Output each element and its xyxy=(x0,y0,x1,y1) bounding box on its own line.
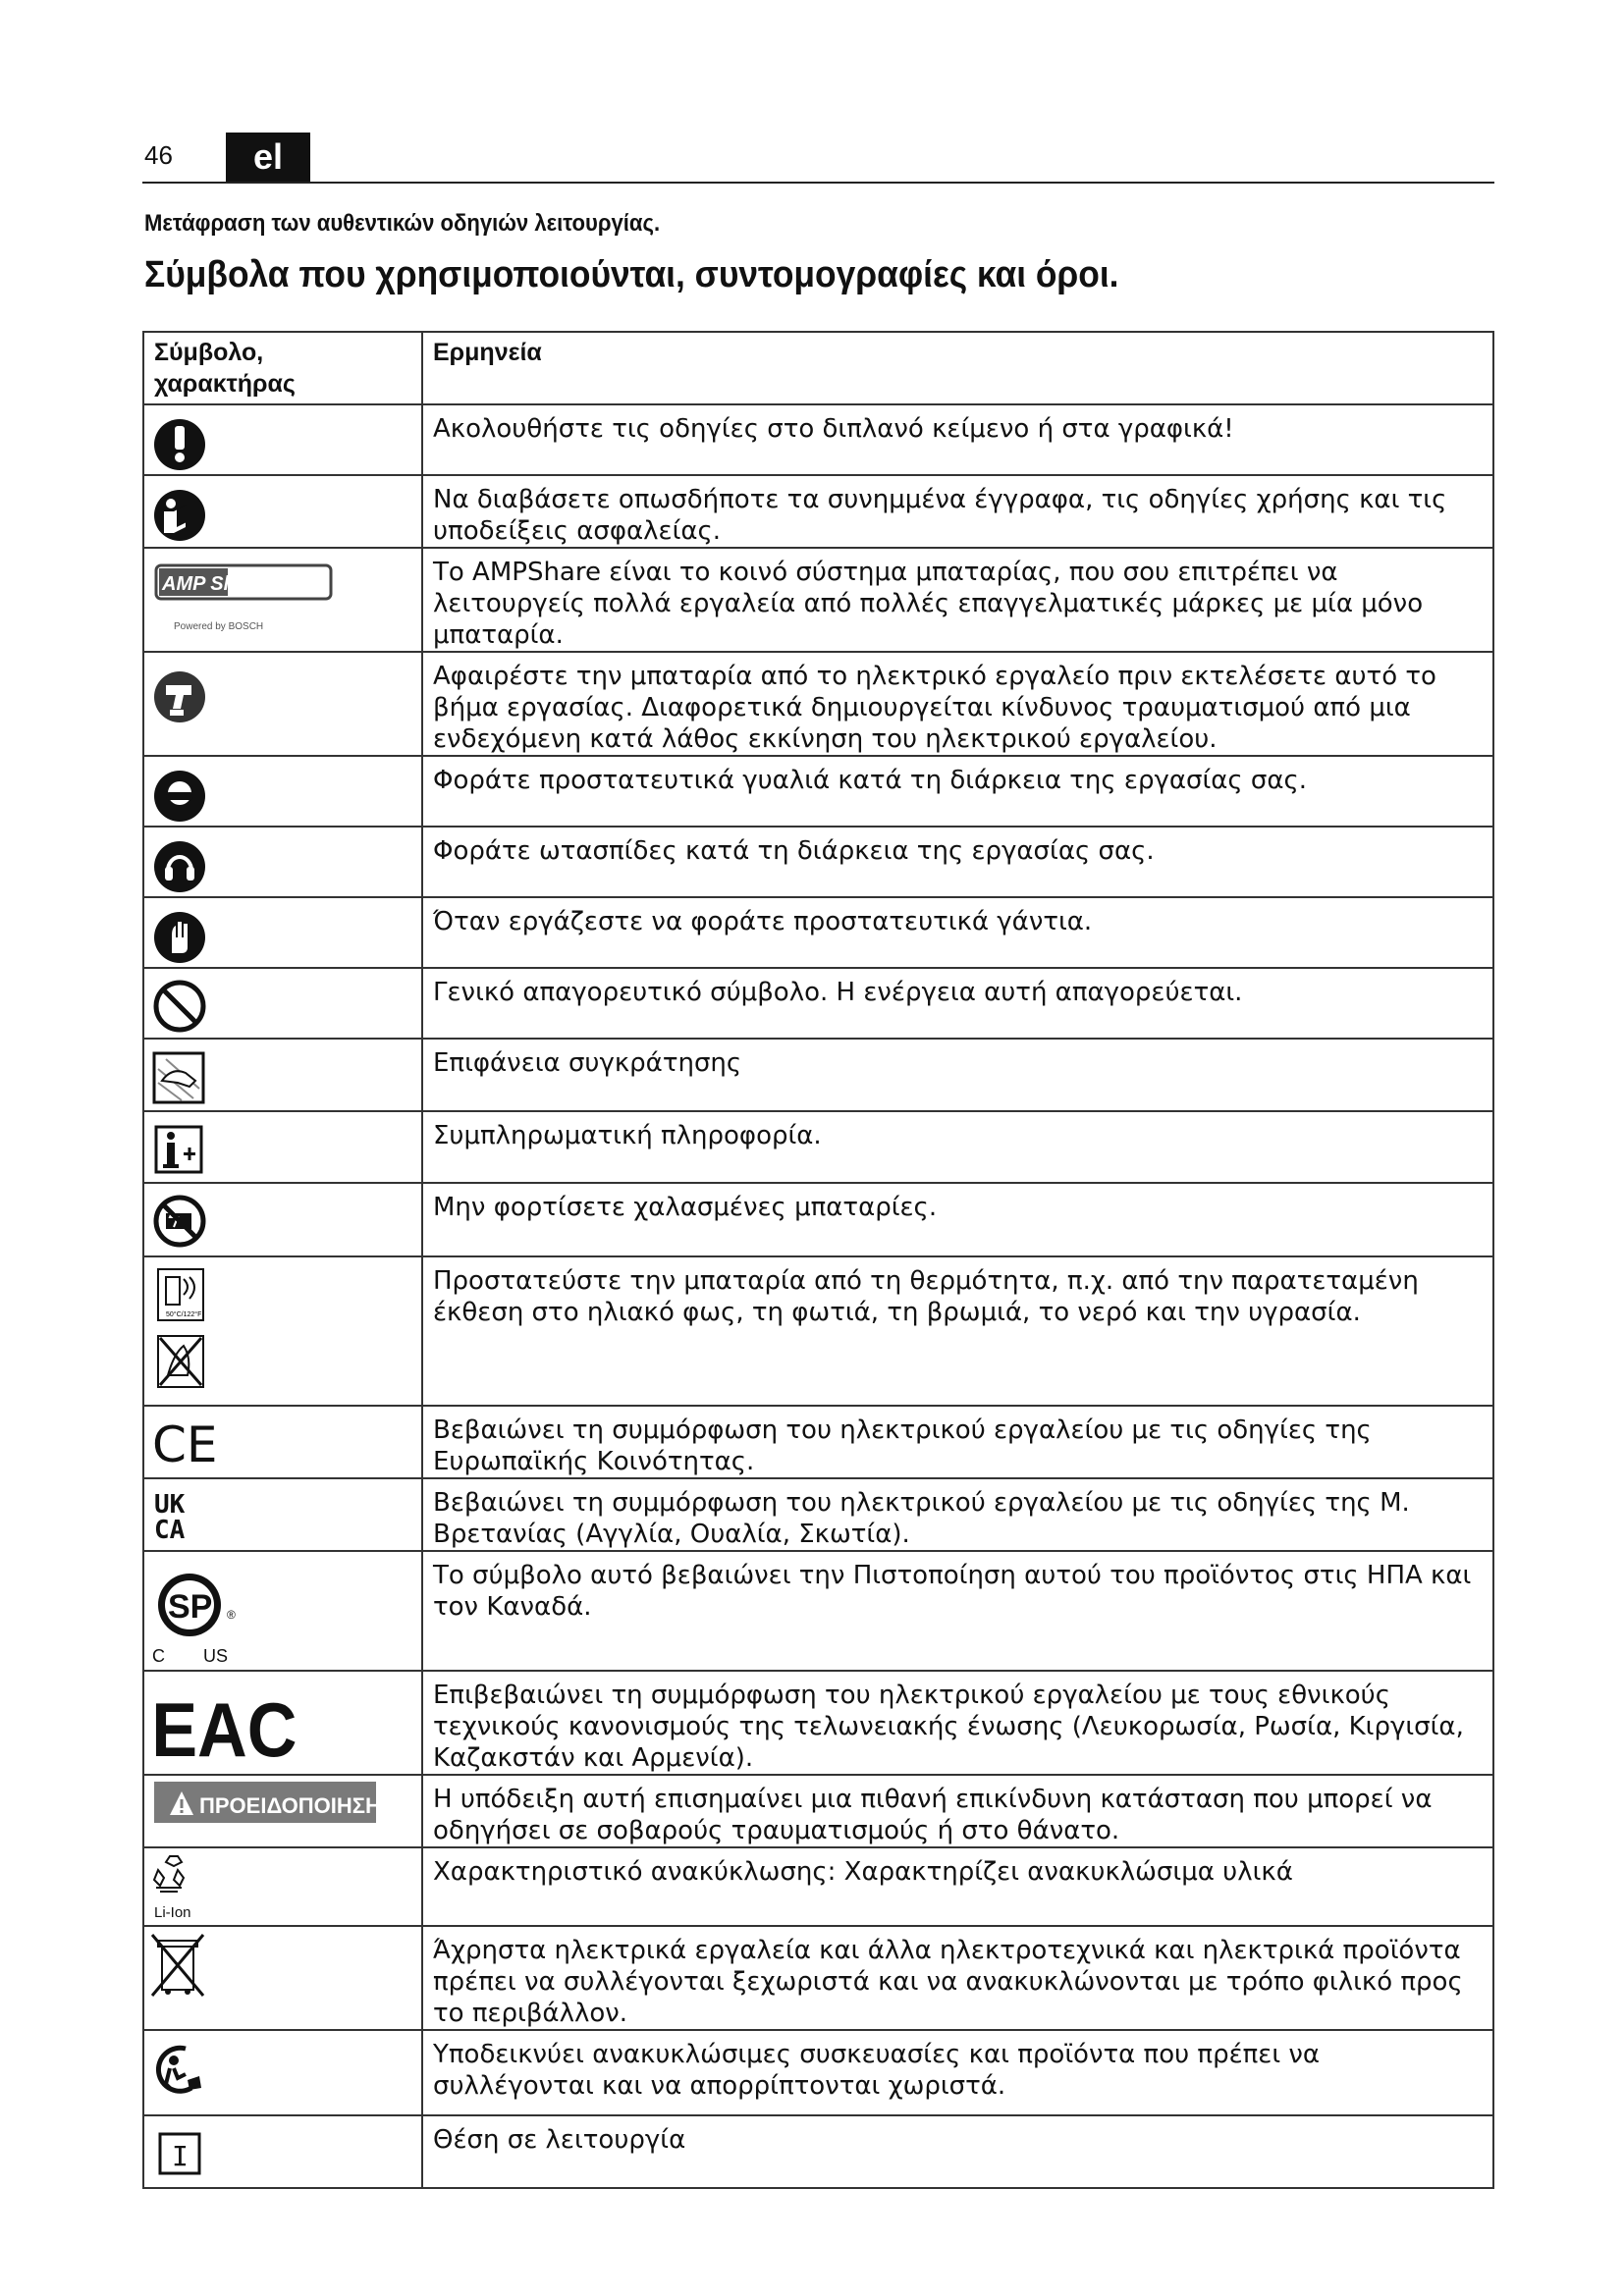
table-row xyxy=(143,1256,1493,1406)
header-meaning: Ερμηνεία xyxy=(422,332,1493,404)
remove-battery-icon xyxy=(144,653,223,741)
table-row xyxy=(143,1551,1493,1671)
row-text: Βεβαιώνει τη συμμόρφωση του ηλεκτρικού εργαλείου με τις οδηγίες της Ευρωπαϊκής Κοινότητας. xyxy=(422,1406,1493,1478)
svg-text:I: I xyxy=(172,2140,189,2172)
separate-collection-icon xyxy=(144,2031,223,2114)
language-tab: el xyxy=(226,133,310,182)
info-plus-icon xyxy=(144,1112,223,1181)
table-row xyxy=(143,1111,1493,1183)
svg-text:AMP Share: AMP Share xyxy=(162,573,265,595)
svg-text:Li-Ion: Li-Ion xyxy=(154,1904,191,1921)
ampshare-logo xyxy=(144,549,341,643)
header-symbol: Σύμβολο, χαρακτήρας xyxy=(143,332,422,404)
row-text: Θέση σε λειτουργία xyxy=(422,2115,1493,2188)
read-manual-icon xyxy=(144,476,223,545)
grip-surface-icon xyxy=(144,1040,223,1108)
power-on-icon xyxy=(144,2116,223,2187)
gloves-icon xyxy=(144,898,223,967)
row-text: Χαρακτηριστικό ανακύκλωσης: Χαρακτηρίζει ανακυκλώσιμα υλικά xyxy=(422,1847,1493,1926)
warning-banner-icon xyxy=(144,1776,402,1844)
row-text: Φοράτε ωτασπίδες κατά τη διάρκεια της εργασίας σας. xyxy=(422,827,1493,897)
svg-text:UK: UK xyxy=(154,1490,186,1520)
table-header-row xyxy=(143,332,1493,404)
row-text: Η υπόδειξη αυτή επισημαίνει μια πιθανή επικίνδυνη κατάσταση που μπορεί να οδηγήσει σε σοβαρούς τραυματισμούς ή στο θάνατο. xyxy=(422,1775,1493,1847)
crossed-bin-icon xyxy=(144,1927,223,2015)
row-text: Αφαιρέστε την μπαταρία από το ηλεκτρικό εργαλείο πριν εκτελέσετε αυτό το βήμα εργασίας. Διαφορετικά δημιουργείται κίνδυνος τραυματισμού από μια ενδεχόμενη κατά λάθος εκκίνηση του ηλεκτρικού εργαλείου. xyxy=(422,652,1493,756)
table-row xyxy=(143,1926,1493,2030)
row-text: Υποδεικνύει ανακυκλώσιμες συσκευασίες και προϊόντα που πρέπει να συλλέγονται και να απορρίπτονται χωριστά. xyxy=(422,2030,1493,2115)
ukca-mark-icon xyxy=(144,1479,223,1550)
page-header xyxy=(142,133,1494,184)
table-row xyxy=(143,1183,1493,1256)
table-row xyxy=(143,548,1493,652)
prohibition-icon xyxy=(144,969,223,1038)
svg-text:CE: CE xyxy=(152,1416,218,1473)
row-text: Φοράτε προστατευτικά γυαλιά κατά τη διάρκεια της εργασίας σας. xyxy=(422,756,1493,827)
table-row xyxy=(143,968,1493,1039)
table-row xyxy=(143,1478,1493,1551)
row-text: Συμπληρωματική πληροφορία. xyxy=(422,1111,1493,1183)
svg-text:®: ® xyxy=(227,1608,236,1622)
row-text: Επιφάνεια συγκράτησης xyxy=(422,1039,1493,1111)
ear-protection-icon xyxy=(144,828,223,896)
eac-mark-icon xyxy=(144,1672,298,1773)
row-text: Προστατεύστε την μπαταρία από τη θερμότητα, π.χ. από την παρατεταμένη έκθεση στο ηλιακό φως, τη φωτιά, τη βρωμιά, το νερό και την υγρασία. xyxy=(422,1256,1493,1406)
row-text: Άχρηστα ηλεκτρικά εργαλεία και άλλα ηλεκτροτεχνικά και ηλεκτρικά προϊόντα πρέπει να συλλέγονται ξεχωριστά και να ανακυκλώνονται με τρόπο φιλικό προς το περιβάλλον. xyxy=(422,1926,1493,2030)
svg-text:50°C/122°F: 50°C/122°F xyxy=(166,1311,202,1318)
table-row xyxy=(143,652,1493,756)
recycling-li-ion-icon xyxy=(144,1848,223,1925)
row-text: Το AMPShare είναι το κοινό σύστημα μπαταρίας, που σου επιτρέπει να λειτουργείς πολλά εργαλεία από πολλές επαγγελματικές μάρκες με μία μόνο μπαταρία. xyxy=(422,548,1493,652)
table-row xyxy=(143,404,1493,475)
svg-text:US: US xyxy=(203,1646,229,1666)
table-row xyxy=(143,827,1493,897)
ce-mark-icon xyxy=(144,1407,223,1475)
table-row xyxy=(143,475,1493,548)
svg-text:C: C xyxy=(152,1646,165,1666)
table-row xyxy=(143,897,1493,968)
safety-goggles-icon xyxy=(144,757,223,826)
row-text: Μην φορτίσετε χαλασμένες μπαταρίες. xyxy=(422,1183,1493,1256)
csa-mark-icon xyxy=(144,1552,282,1670)
row-text: Γενικό απαγορευτικό σύμβολο. Η ενέργεια αυτή απαγορεύεται. xyxy=(422,968,1493,1039)
row-text: Το σύμβολο αυτό βεβαιώνει την Πιστοποίηση αυτού του προϊόντος στις ΗΠΑ και τον Καναδά. xyxy=(422,1551,1493,1671)
page-subtitle: Μετάφραση των αυθεντικών οδηγιών λειτουργίας. xyxy=(144,210,661,237)
table-row xyxy=(143,2030,1493,2115)
table-row xyxy=(143,756,1493,827)
table-row xyxy=(143,1847,1493,1926)
row-text: Επιβεβαιώνει τη συμμόρφωση του ηλεκτρικού εργαλείου με τους εθνικούς τεχνικούς κανονισμούς της τελωνειακής ένωσης (Λευκορωσία, Ρωσία, Κιργισία, Καζακστάν και Αρμενία). xyxy=(422,1671,1493,1775)
page-title: Σύμβολα που χρησιμοποιούνται, συντομογραφίες και όροι. xyxy=(144,254,1119,295)
table-row xyxy=(143,1671,1493,1775)
table-row xyxy=(143,1775,1493,1847)
page-number: 46 xyxy=(144,140,173,170)
row-text: Βεβαιώνει τη συμμόρφωση του ηλεκτρικού εργαλείου με τις οδηγίες της Μ. Βρετανίας (Αγγλία, Ουαλία, Σκωτία). xyxy=(422,1478,1493,1551)
row-text: Να διαβάσετε οπωσδήποτε τα συνημμένα έγγραφα, τις οδηγίες χρήσης και τις υποδείξεις ασφαλείας. xyxy=(422,475,1493,548)
svg-text:Powered by BOSCH: Powered by BOSCH xyxy=(174,621,264,632)
row-text: Ακολουθήστε τις οδηγίες στο διπλανό κείμενο ή στα γραφικά! xyxy=(422,404,1493,475)
svg-text:EAC: EAC xyxy=(151,1686,298,1773)
row-text: Όταν εργάζεστε να φοράτε προστατευτικά γάντια. xyxy=(422,897,1493,968)
table-row xyxy=(143,2115,1493,2188)
svg-text:CA: CA xyxy=(154,1516,186,1545)
exclamation-icon xyxy=(144,405,223,474)
svg-text:ΠΡΟΕΙΔΟΠΟΙΗΣΗ: ΠΡΟΕΙΔΟΠΟΙΗΣΗ xyxy=(199,1793,381,1818)
protect-battery-heat-icon xyxy=(144,1257,233,1405)
table-row xyxy=(143,1406,1493,1478)
symbols-table xyxy=(142,331,1494,2189)
svg-text:SP: SP xyxy=(168,1588,213,1626)
no-charging-damaged-battery-icon xyxy=(144,1184,223,1253)
table-row xyxy=(143,1039,1493,1111)
